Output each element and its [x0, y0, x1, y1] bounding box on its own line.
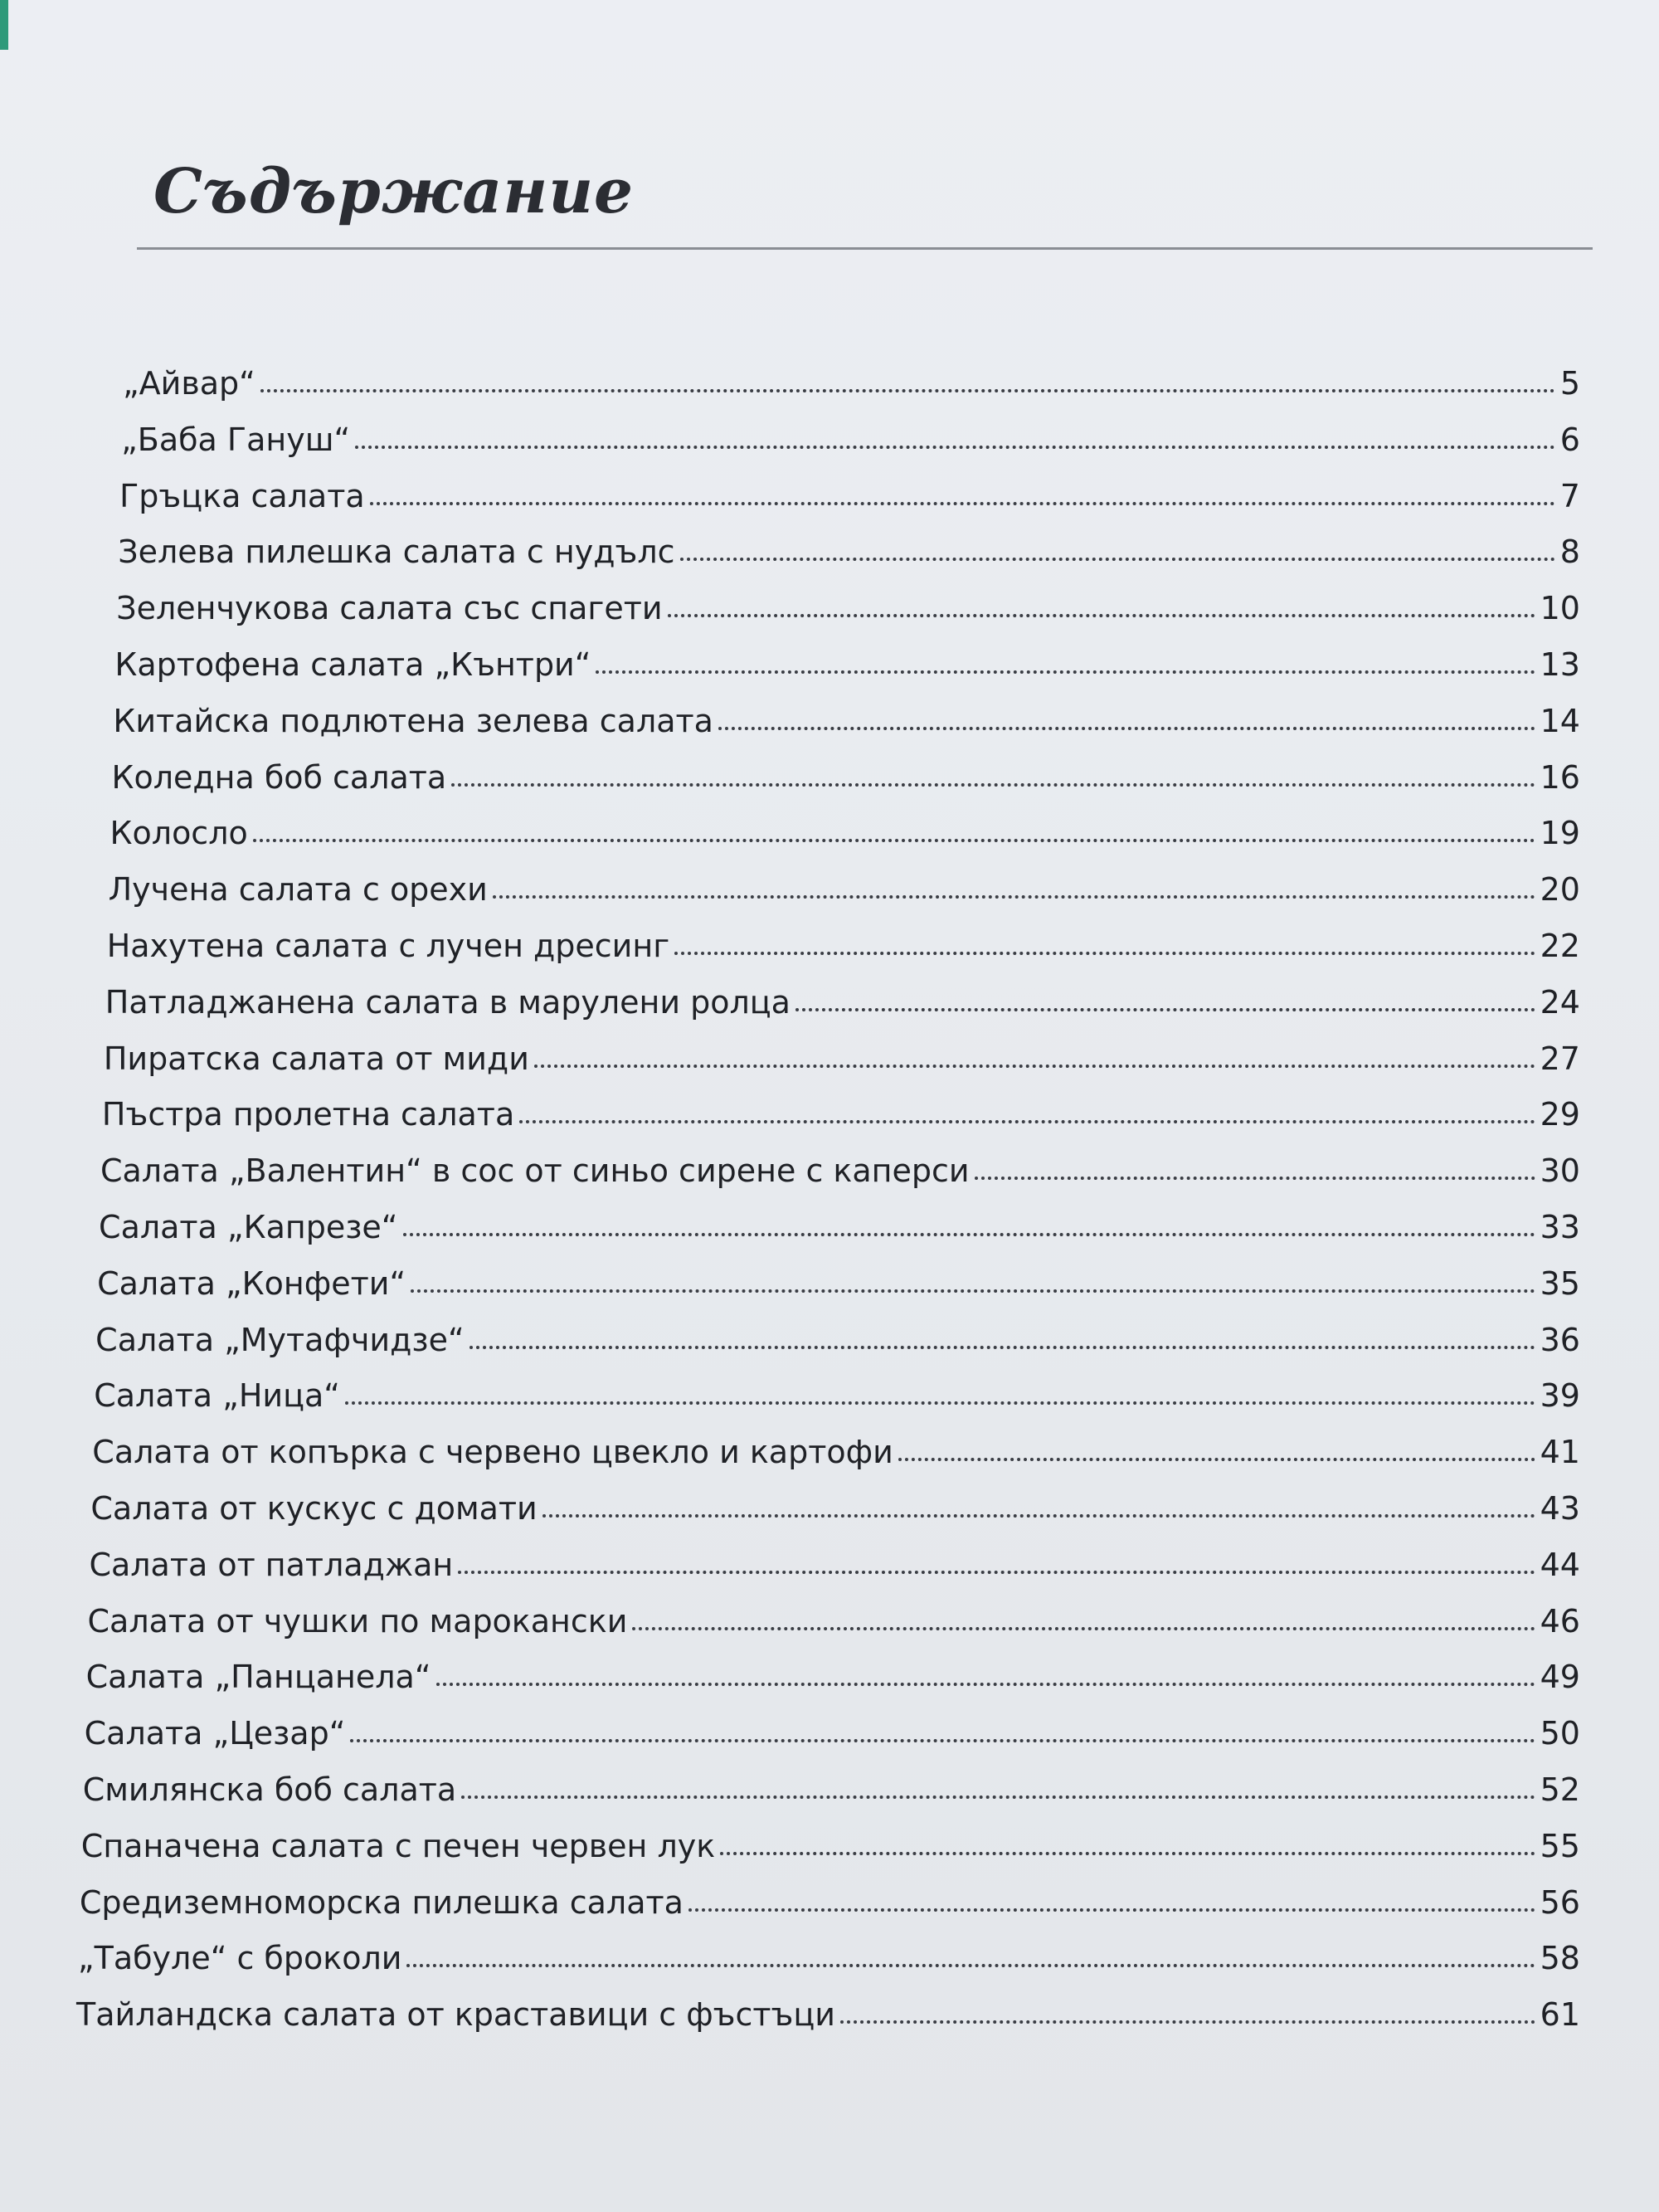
- toc-page-number: 6: [1559, 421, 1580, 458]
- toc-page-number: 24: [1540, 983, 1580, 1021]
- toc-entry-title: Салата „Цезар“: [84, 1715, 346, 1752]
- toc-page-number: 5: [1559, 365, 1580, 402]
- toc-page-number: 61: [1540, 1996, 1580, 2034]
- toc-entry-title: Китайска подлютена зелева салата: [113, 702, 713, 739]
- toc-entry-title: Тайландска салата от краставици с фъстъци: [76, 1996, 835, 2034]
- toc-entry: [100, 1140, 1580, 1190]
- toc-entry-title: Пъстра пролетна салата: [101, 1096, 515, 1133]
- toc-page-number: 52: [1540, 1771, 1580, 1808]
- toc-dot-leader: [975, 1177, 1535, 1180]
- toc-entry: [79, 1872, 1580, 1921]
- toc-page-number: 50: [1540, 1715, 1580, 1752]
- toc-dot-leader: [451, 783, 1535, 787]
- toc-entry: [111, 747, 1580, 796]
- toc-entry-title: Средиземноморска пилешка салата: [79, 1883, 684, 1921]
- toc-dot-leader: [898, 1458, 1535, 1461]
- toc-dot-leader: [403, 1233, 1535, 1236]
- toc-entry: [84, 1703, 1580, 1752]
- toc-entry: [119, 465, 1580, 512]
- toc-dot-leader: [370, 502, 1555, 505]
- toc-entry: [105, 972, 1580, 1021]
- toc-dot-leader: [680, 558, 1555, 561]
- toc-entry-title: Салата „Валентин“ в сос от синьо сирене с каперси: [100, 1152, 970, 1190]
- toc-dot-leader: [469, 1346, 1535, 1349]
- toc-entry: [77, 1927, 1580, 1977]
- toc-entry-title: „Баба Гануш“: [121, 421, 351, 458]
- toc-entry: [87, 1591, 1580, 1640]
- toc-entry: [108, 859, 1580, 909]
- toc-dot-leader: [674, 952, 1535, 955]
- toc-page-number: 56: [1540, 1883, 1580, 1921]
- toc-entry-title: „Табуле“ с броколи: [77, 1940, 402, 1977]
- toc-page-number: 49: [1540, 1659, 1580, 1696]
- toc-page-number: 13: [1540, 646, 1580, 683]
- toc-dot-leader: [355, 446, 1555, 449]
- toc-entry-title: Лучена салата с орехи: [108, 871, 488, 909]
- toc-page-number: 36: [1540, 1321, 1580, 1358]
- toc-entry-title: Гръцка салата: [119, 477, 365, 514]
- toc-dot-leader: [406, 1964, 1535, 1967]
- toc-dot-leader: [436, 1683, 1535, 1686]
- toc-entry: [97, 1253, 1580, 1302]
- toc-entry: [90, 1478, 1580, 1527]
- toc-dot-leader: [668, 614, 1535, 617]
- toc-page-number: 7: [1559, 477, 1580, 514]
- toc-page-number: 30: [1540, 1152, 1580, 1190]
- toc-dot-leader: [632, 1627, 1535, 1630]
- toc-page-number: 22: [1540, 928, 1580, 964]
- toc-entry-title: Салата „Ница“: [94, 1377, 340, 1415]
- toc-dot-leader: [840, 2020, 1535, 2024]
- toc-entry-title: Салата от патладжан: [89, 1546, 454, 1583]
- toc-entry: [116, 577, 1580, 627]
- toc-entry-title: Пиратска салата от миди: [103, 1040, 529, 1077]
- toc-dot-leader: [534, 1065, 1535, 1068]
- toc-entry: [123, 353, 1580, 402]
- toc-entry-title: Колосло: [109, 815, 248, 852]
- toc-page-number: 19: [1540, 815, 1580, 852]
- toc-page-number: 33: [1540, 1209, 1580, 1245]
- toc-entry: [114, 634, 1580, 683]
- toc-entry: [95, 1309, 1580, 1356]
- toc-page-number: 29: [1540, 1096, 1580, 1133]
- toc-entry: [121, 409, 1580, 456]
- toc-page-number: 44: [1540, 1546, 1580, 1583]
- toc-entry: [103, 1028, 1580, 1077]
- toc-entry: [81, 1815, 1580, 1862]
- toc-dot-leader: [458, 1571, 1535, 1574]
- toc-entry-title: Коледна боб салата: [111, 758, 447, 796]
- toc-entry: [82, 1759, 1580, 1808]
- toc-entry-title: Салата „Мутафчидзе“: [95, 1321, 465, 1358]
- toc-entry-title: Спаначена салата с печен червен лук: [80, 1827, 716, 1864]
- toc-page-number: 43: [1540, 1490, 1580, 1527]
- toc-page-number: 8: [1559, 534, 1580, 571]
- toc-entry: [85, 1646, 1580, 1696]
- toc-page-number: 35: [1540, 1264, 1580, 1302]
- toc-page-number: 20: [1540, 871, 1580, 909]
- toc-page-number: 14: [1540, 702, 1580, 739]
- toc-dot-leader: [461, 1795, 1535, 1799]
- toc-page-number: 46: [1540, 1602, 1580, 1640]
- toc-entry: [101, 1084, 1580, 1133]
- toc-page-number: 41: [1540, 1434, 1580, 1471]
- toc-entry: [107, 915, 1580, 962]
- toc-page-number: 39: [1540, 1377, 1580, 1415]
- toc-entry: [99, 1196, 1580, 1243]
- toc-dot-leader: [596, 670, 1535, 674]
- page-title: Съдържание: [153, 156, 635, 227]
- toc-entry-title: Салата от чушки по марокански: [87, 1602, 628, 1640]
- toc-entry: [92, 1421, 1580, 1471]
- toc-dot-leader: [718, 727, 1535, 730]
- toc-entry-title: Салата „Панцанела“: [85, 1659, 431, 1696]
- toc-entry: [118, 521, 1580, 571]
- toc-dot-leader: [260, 389, 1555, 392]
- toc-entry: [76, 1984, 1580, 2034]
- toc-entry-title: Зеленчукова салата със спагети: [116, 590, 663, 627]
- toc-page-number: 58: [1540, 1940, 1580, 1977]
- toc-entry: [109, 802, 1580, 852]
- toc-dot-leader: [253, 839, 1535, 842]
- toc-page-number: 10: [1540, 590, 1580, 627]
- toc-entry-title: Зелева пилешка салата с нудълс: [118, 534, 675, 571]
- toc-entry-title: Салата от копърка с червено цвекло и картофи: [92, 1434, 893, 1471]
- toc-entry-title: Патладжанена салата в марулени ролца: [105, 983, 791, 1021]
- toc-dot-leader: [795, 1008, 1535, 1011]
- toc-page-number: 27: [1540, 1040, 1580, 1077]
- toc-dot-leader: [350, 1739, 1535, 1742]
- toc-dot-leader: [493, 895, 1535, 899]
- toc-entry-title: Салата от кускус с домати: [90, 1490, 538, 1527]
- toc-dot-leader: [542, 1514, 1535, 1518]
- toc-entry-title: Салата „Капрезе“: [99, 1209, 398, 1245]
- toc-dot-leader: [688, 1908, 1535, 1912]
- toc-page-number: 16: [1540, 758, 1580, 796]
- toc-dot-leader: [720, 1852, 1535, 1855]
- toc-entry: [94, 1365, 1580, 1415]
- toc-dot-leader: [411, 1289, 1535, 1293]
- toc-entry-title: Смилянска боб салата: [82, 1771, 457, 1808]
- toc-dot-leader: [345, 1401, 1535, 1405]
- toc-entry: [89, 1534, 1580, 1581]
- toc-entry-title: „Айвар“: [123, 365, 255, 402]
- toc-page-number: 55: [1540, 1827, 1580, 1864]
- toc-dot-leader: [519, 1120, 1535, 1123]
- toc-entry-title: Картофена салата „Кънтри“: [114, 646, 591, 683]
- toc-entry-title: Салата „Конфети“: [97, 1264, 406, 1302]
- toc-entry: [113, 690, 1580, 737]
- toc-entry-title: Нахутена салата с лучен дресинг: [106, 928, 670, 964]
